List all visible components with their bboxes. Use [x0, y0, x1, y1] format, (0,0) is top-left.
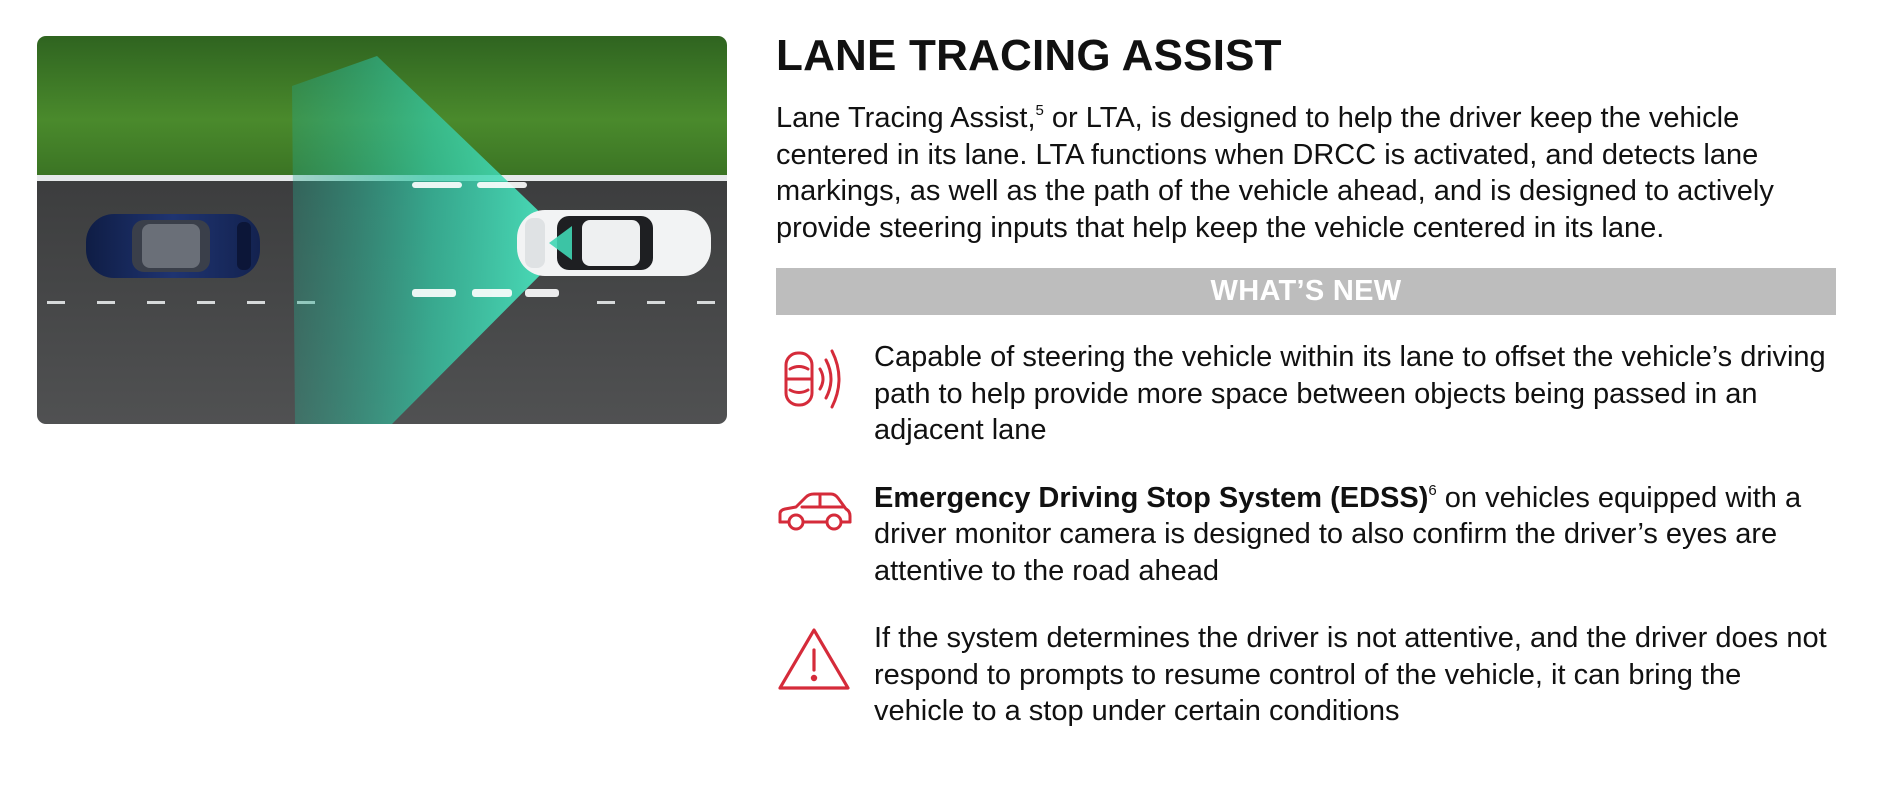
lane-tracing-illustration — [37, 36, 727, 424]
content-panel — [776, 30, 1836, 761]
feature-item-auto-stop — [776, 620, 1836, 730]
edss-title: Emergency Driving Stop System (EDSS) — [874, 481, 1429, 514]
page-title: LANE TRACING ASSIST — [776, 31, 1282, 80]
feature-text — [874, 480, 1836, 590]
feature-list — [776, 339, 1836, 730]
intro-text: or LTA, is designed to help the driver keep the vehicle centered in its lane. LTA functions when DRCC is activated, and detects lane markings, as well as the path of the vehicle ahead, and is designed to actively provide steering inputs that help keep the vehicle centered in its lane. — [776, 102, 1774, 244]
whats-new-banner: WHAT’S NEW — [776, 268, 1836, 315]
feature-item-lane-offset — [776, 339, 1836, 449]
footnote-ref-6: 6 — [1428, 481, 1437, 499]
car-icon — [776, 484, 852, 554]
warning-triangle-icon — [776, 624, 852, 694]
footnote-ref-5: 5 — [1035, 102, 1044, 119]
intro-prefix: Lane Tracing Assist, — [776, 102, 1036, 134]
edss-description: on vehicles equipped with a driver monitor camera is designed to also confirm the driver’s eyes are attentive to the road ahead — [874, 481, 1802, 587]
blue-car — [86, 214, 260, 278]
feature-item-edss — [776, 480, 1836, 590]
feature-text: Capable of steering the vehicle within its lane to offset the vehicle’s driving path to help provide more space between objects being passed in an adjacent lane — [874, 341, 1826, 446]
white-car — [517, 210, 711, 276]
feature-text: If the system determines the driver is not attentive, and the driver does not respond to prompts to resume control of the vehicle, it can bring the vehicle to a stop under certain conditions — [874, 622, 1827, 727]
intro-paragraph — [776, 100, 1836, 246]
road-scene-image — [37, 36, 727, 424]
lane-offset-sensor-icon — [776, 343, 852, 413]
